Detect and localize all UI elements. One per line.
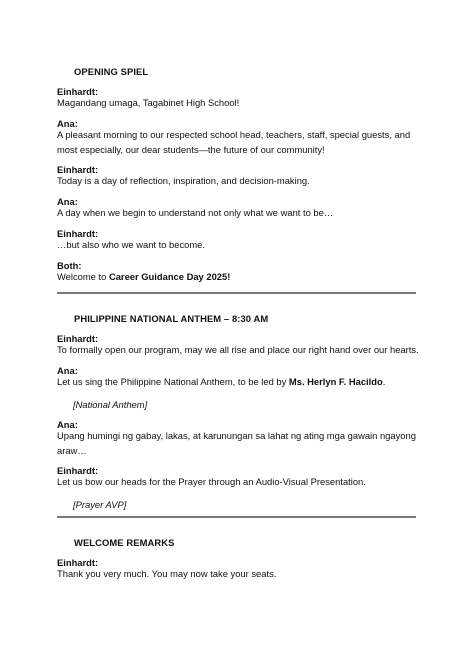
speaker-label: Einhardt: (57, 333, 99, 344)
speaker-label: Ana: (57, 365, 78, 376)
dialogue-line: Today is a day of reflection, inspiration, and decision-making. (57, 175, 310, 186)
dialogue-line: most especially, our dear students—the future of our community! (57, 144, 325, 155)
person-name: Ms. Herlyn F. Hacildo (288, 376, 383, 387)
speaker-label: Einhardt: (57, 164, 99, 175)
dialogue-text: . (382, 376, 386, 387)
dialogue-line (57, 269, 422, 285)
dialogue-line: Magandang umaga, Tagabinet High School! (57, 97, 240, 108)
speaker-label: Both: (57, 260, 82, 271)
stage-direction: [National Anthem] (73, 399, 148, 410)
speaker-label: Einhardt: (57, 557, 99, 568)
dialogue-line: A day when we begin to understand not only what we want to be… (57, 207, 334, 218)
stage-direction: [Prayer AVP] (73, 499, 127, 510)
speaker-label: Ana: (57, 419, 78, 430)
speaker-label: Ana: (57, 196, 78, 207)
dialogue-line: A pleasant morning to our respected school head, teachers, staff, special guests, and (57, 129, 411, 140)
speaker-label: Einhardt: (57, 228, 99, 239)
dialogue-line (57, 374, 422, 390)
section-divider (57, 516, 416, 518)
event-name: Career Guidance Day 2025! (108, 271, 231, 282)
dialogue-text: Let us sing the Philippine National Anthem, to be led by (57, 376, 289, 387)
dialogue-line: Thank you very much. You may now take your seats. (57, 568, 277, 579)
dialogue-line: To formally open our program, may we all rise and place our right hand over our hearts. (57, 344, 419, 355)
section-title-opening-spiel: OPENING SPIEL (74, 66, 149, 77)
dialogue-line: Let us bow our heads for the Prayer through an Audio-Visual Presentation. (57, 476, 366, 487)
speaker-label: Ana: (57, 118, 78, 129)
dialogue-line: araw… (57, 445, 87, 456)
dialogue-line: Upang humingi ng gabay, lakas, at karunungan sa lahat ng ating mga gawain ngayong (57, 430, 416, 441)
speaker-label: Einhardt: (57, 86, 99, 97)
section-title-national-anthem: PHILIPPINE NATIONAL ANTHEM – 8:30 AM (74, 313, 269, 324)
speaker-label: Einhardt: (57, 465, 99, 476)
dialogue-line: …but also who we want to become. (57, 239, 205, 250)
section-divider (57, 292, 416, 294)
dialogue-text: Welcome to (57, 271, 109, 282)
section-title-welcome-remarks: WELCOME REMARKS (74, 537, 175, 548)
